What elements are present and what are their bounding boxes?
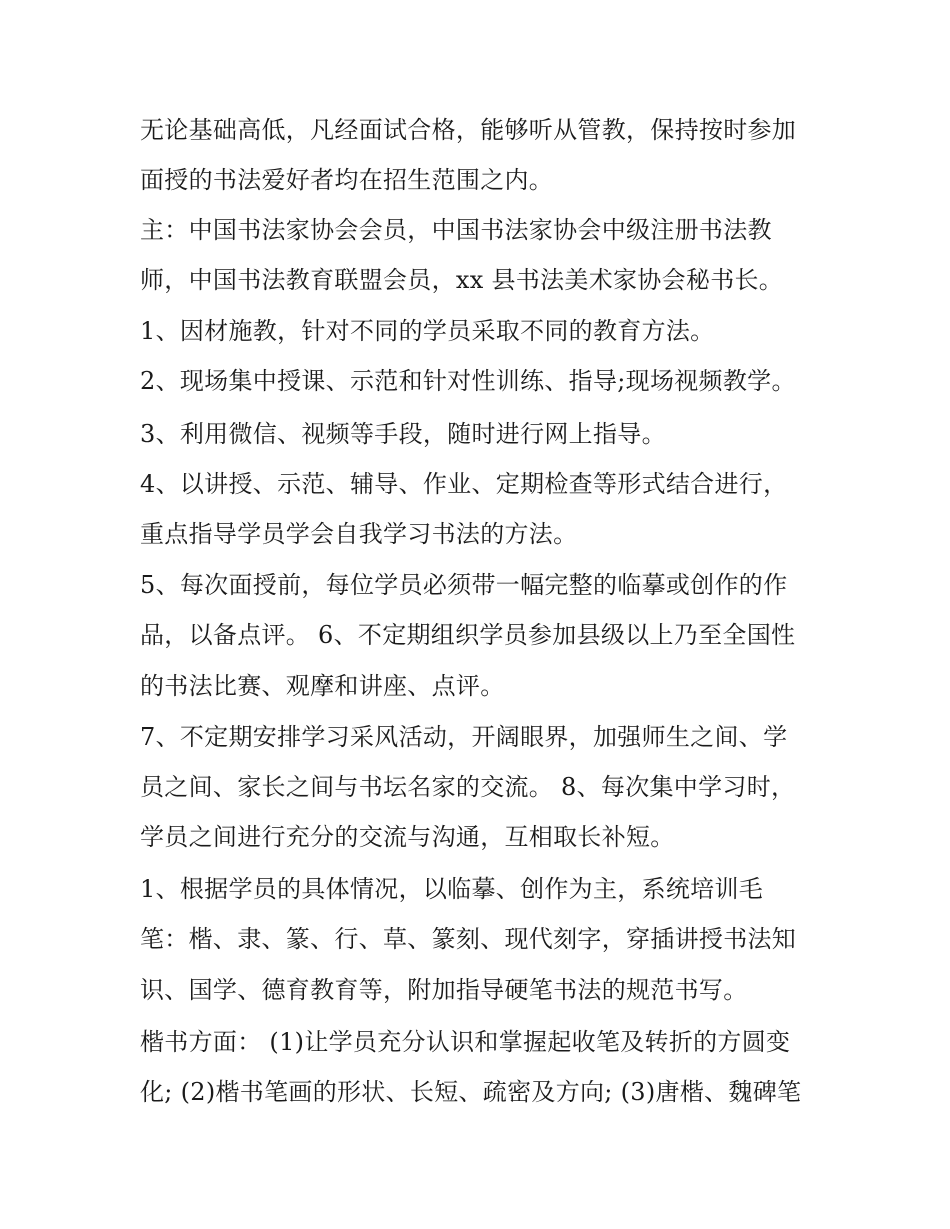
text-line: 1、根据学员的具体情况，以临摹、创作为主，系统培训毛: [140, 875, 764, 903]
text-line: 的书法比赛、观摩和讲座、点评。: [140, 672, 505, 700]
text-line: 楷书方面： (1)让学员充分认识和掌握起收笔及转折的方圆变: [140, 1028, 791, 1056]
text-line: 面授的书法爱好者均在招生范围之内。: [140, 166, 554, 194]
text-line: 3、利用微信、视频等手段，随时进行网上指导。: [140, 420, 666, 448]
text-line: 无论基础高低，凡经面试合格，能够听从管教，保持按时参加: [140, 116, 797, 144]
text-line: 7、不定期安排学习采风活动，开阔眼界，加强师生之间、学: [140, 723, 788, 751]
text-line: 笔：楷、隶、篆、行、草、篆刻、现代刻字，穿插讲授书法知: [140, 925, 797, 953]
text-line: 品，以备点评。 6、不定期组织学员参加县级以上乃至全国性: [140, 621, 796, 649]
text-line: 师，中国书法教育联盟会员，xx 县书法美术家协会秘书长。: [140, 266, 784, 294]
text-line: 重点指导学员学会自我学习书法的方法。: [140, 520, 578, 548]
text-line: 员之间、家长之间与书坛名家的交流。 8、每次集中学习时，: [140, 773, 796, 801]
text-line: 5、每次面授前，每位学员必须带一幅完整的临摹或创作的作: [140, 571, 788, 599]
text-line: 化; (2)楷书笔画的形状、长短、疏密及方向; (3)唐楷、魏碑笔: [140, 1078, 802, 1106]
text-line: 4、以讲授、示范、辅导、作业、定期检查等形式结合进行，: [140, 470, 788, 498]
text-line: 1、因材施教，针对不同的学员采取不同的教育方法。: [140, 317, 715, 345]
text-line: 识、国学、德育教育等，附加指导硬笔书法的规范书写。: [140, 976, 748, 1004]
text-line: 2、现场集中授课、示范和针对性训练、指导;现场视频教学。: [140, 367, 796, 395]
text-line: 主：中国书法家协会会员，中国书法家协会中级注册书法教: [140, 216, 772, 244]
text-line: 学员之间进行充分的交流与沟通，互相取长补短。: [140, 823, 675, 851]
